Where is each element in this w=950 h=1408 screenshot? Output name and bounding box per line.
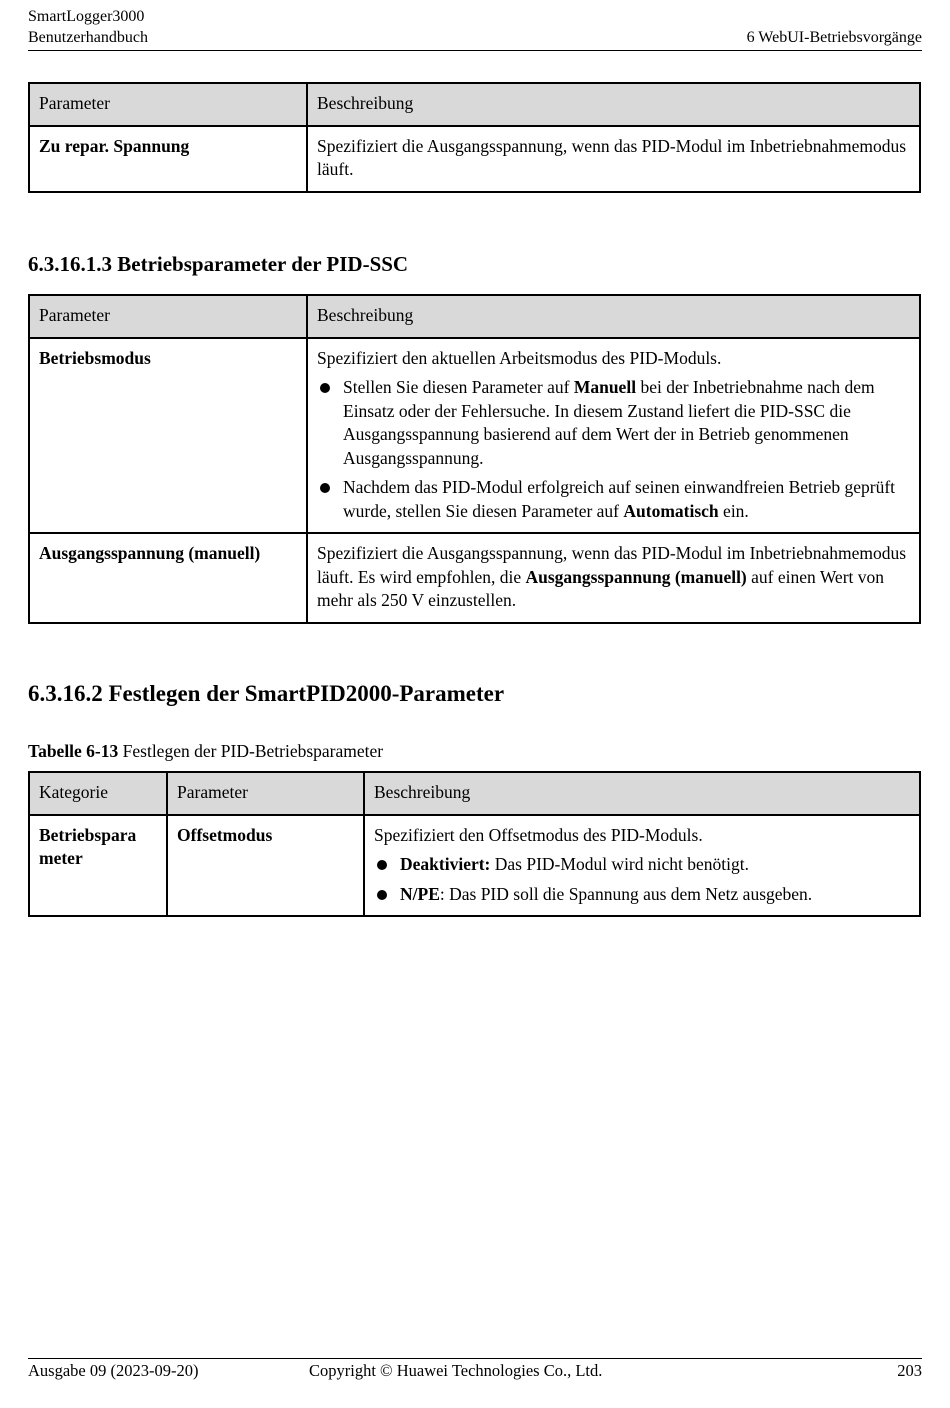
copyright-notice: Copyright © Huawei Technologies Co., Ltd.	[309, 1361, 603, 1380]
table-header-row	[29, 295, 920, 338]
parameter-table-1	[28, 82, 921, 193]
parameter-description	[307, 338, 920, 534]
list-item	[317, 376, 910, 470]
header-description: Beschreibung	[364, 772, 920, 815]
document-type: Benutzerhandbuch	[28, 29, 148, 46]
bullet-list	[374, 853, 910, 906]
product-name: SmartLogger3000	[28, 8, 145, 25]
description-intro: Spezifiziert den Offsetmodus des PID-Moduls.	[374, 824, 703, 845]
parameter-table-3	[28, 771, 921, 917]
header-category: Kategorie	[29, 772, 167, 815]
bullet-list	[317, 376, 910, 523]
page-header	[28, 6, 922, 51]
bullet-text: Das PID-Modul wird nicht benötigt.	[490, 854, 749, 874]
header-parameter: Parameter	[29, 295, 307, 338]
bullet-text: ein.	[718, 500, 749, 521]
parameter-name: Betriebsmodus	[29, 338, 307, 534]
category-name: Betriebspara meter	[29, 815, 167, 917]
table-header-row	[29, 83, 920, 126]
caption-label: Tabelle 6-13	[28, 741, 119, 761]
edition-info: Ausgabe 09 (2023-09-20)	[28, 1361, 199, 1380]
bullet-emphasis: N/PE	[400, 883, 440, 904]
bullet-emphasis: Automatisch	[623, 500, 719, 521]
table-header-row	[29, 772, 920, 815]
bullet-emphasis: Manuell	[573, 377, 637, 397]
table-row	[29, 338, 920, 534]
parameter-description	[307, 533, 920, 623]
list-item	[317, 476, 910, 523]
bullet-text: : Das PID soll die Spannung aus dem Netz ausgeben.	[439, 883, 813, 904]
table-row	[29, 126, 920, 192]
header-description: Beschreibung	[307, 295, 920, 338]
bullet-text: bei der Inbetriebnahme nach dem Einsatz oder der Fehlersuche. In diesem Zustand liefert die PID-SSC die Ausgangsspannung basierend auf dem Wert der in Betrieb genommenen Ausgangsspannung.	[343, 377, 875, 468]
parameter-description	[364, 815, 920, 917]
parameter-name: Ausgangsspannung (manuell)	[29, 533, 307, 623]
description-text: auf einen Wert von mehr als 250 V einzustellen.	[317, 566, 885, 610]
parameter-table-2	[28, 294, 921, 624]
header-parameter: Parameter	[29, 83, 307, 126]
section-heading-smartpid2000: 6.3.16.2 Festlegen der SmartPID2000-Parameter	[28, 681, 505, 706]
bullet-text: Stellen Sie diesen Parameter auf	[343, 377, 574, 397]
header-left	[28, 6, 148, 48]
header-description: Beschreibung	[307, 83, 920, 126]
table-row	[29, 533, 920, 623]
page-footer	[28, 1358, 922, 1385]
table-row	[29, 815, 920, 917]
parameter-name: Offsetmodus	[167, 815, 364, 917]
description-text: Spezifiziert die Ausgangsspannung, wenn das PID-Modul im Inbetriebnahmemodus läuft. Es wird empfohlen, die	[317, 543, 907, 587]
description-intro: Spezifiziert den aktuellen Arbeitsmodus des PID-Moduls.	[317, 347, 722, 368]
page-number: 203	[897, 1361, 922, 1380]
chapter-title: 6 WebUI-Betriebsvorgänge	[746, 29, 922, 46]
bullet-text: Nachdem das PID-Modul erfolgreich auf seinen einwandfreien Betrieb geprüft wurde, stellen Sie diesen Parameter auf	[343, 477, 896, 521]
parameter-description: Spezifiziert die Ausgangsspannung, wenn das PID-Modul im Inbetriebnahmemodus läuft.	[307, 126, 920, 192]
bullet-emphasis: Deaktiviert:	[400, 854, 491, 874]
header-parameter: Parameter	[167, 772, 364, 815]
description-emphasis: Ausgangsspannung (manuell)	[525, 566, 747, 587]
caption-text: Festlegen der PID-Betriebsparameter	[118, 741, 384, 761]
parameter-name: Zu repar. Spannung	[29, 126, 307, 192]
section-heading-pid-ssc: 6.3.16.1.3 Betriebsparameter der PID-SSC	[28, 252, 409, 276]
list-item	[374, 853, 910, 877]
table-caption	[28, 741, 383, 762]
list-item	[374, 883, 910, 907]
